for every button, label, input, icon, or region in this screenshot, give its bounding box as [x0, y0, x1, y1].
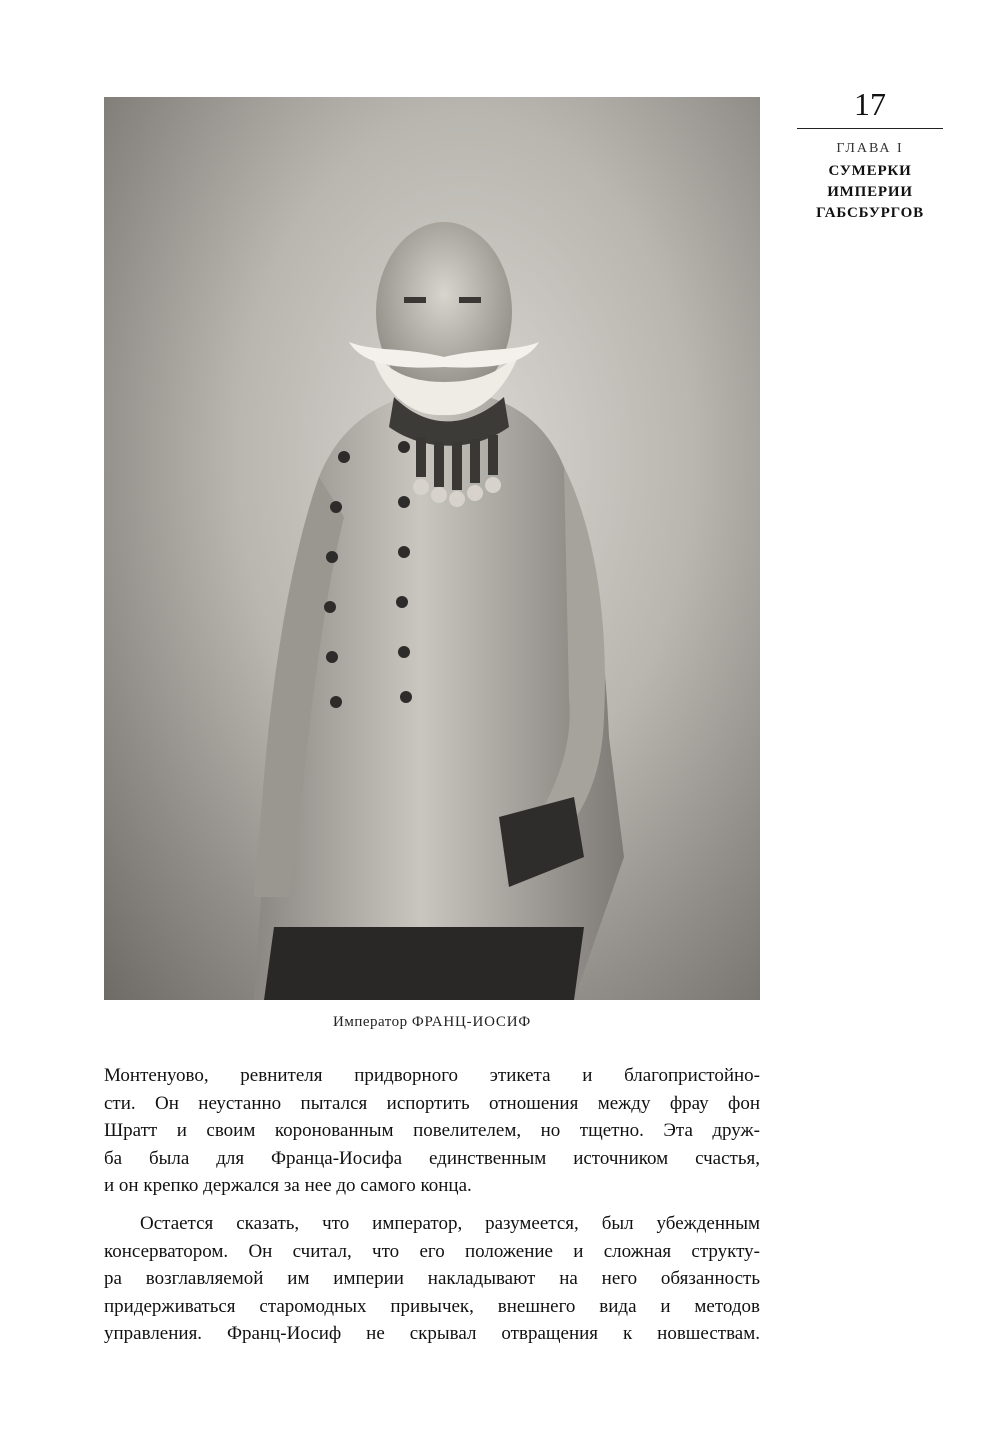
text-line: Монтенуово, ревнителя придворного этикета и благопристойно- — [104, 1065, 760, 1086]
sidebar-rule — [797, 128, 943, 129]
portrait-illustration — [104, 97, 760, 1000]
paragraph-2 — [104, 1210, 760, 1348]
text-line: придерживаться старомодных привычек, внешнего вида и методов — [104, 1295, 760, 1317]
chapter-label: ГЛАВА I — [836, 141, 904, 156]
page-number: 17 — [854, 86, 886, 122]
text-line: Остается сказать, что император, разумеется, был убежденным — [140, 1212, 760, 1234]
text-line: управления. Франц-Иосиф не скрывал отвращения к новшествам. — [104, 1323, 760, 1345]
text-line: ра возглавляемой им империи накладывают на него обязанность — [104, 1268, 760, 1290]
text-line: сти. Он неустанно пытался испортить отношения между фрау фон — [104, 1092, 760, 1114]
caption-prefix: Император — [333, 1014, 408, 1030]
text-line: и он крепко держался за нее до самого конца. — [104, 1175, 472, 1197]
chapter-title-line: ИМПЕРИИ — [827, 184, 913, 200]
text-line: консерватором. Он считал, что его положение и сложная структу- — [104, 1240, 760, 1262]
portrait-photo — [104, 97, 760, 1000]
chapter-title-line: ГАБСБУРГОВ — [816, 205, 924, 221]
chapter-title-line: СУМЕРКИ — [828, 163, 912, 179]
chapter-title — [797, 161, 943, 224]
figure-caption — [104, 1014, 760, 1031]
text-line: Шратт и своим коронованным повелителем, но тщетно. Эта друж- — [104, 1120, 760, 1142]
chapter-sidebar — [797, 86, 943, 224]
text-line: ба была для Франца-Иосифа единственным источником счастья, — [104, 1147, 760, 1169]
paragraph-1 — [104, 1062, 760, 1200]
body-text — [104, 1062, 760, 1348]
caption-name: ФРАНЦ-ИОСИФ — [411, 1014, 531, 1030]
